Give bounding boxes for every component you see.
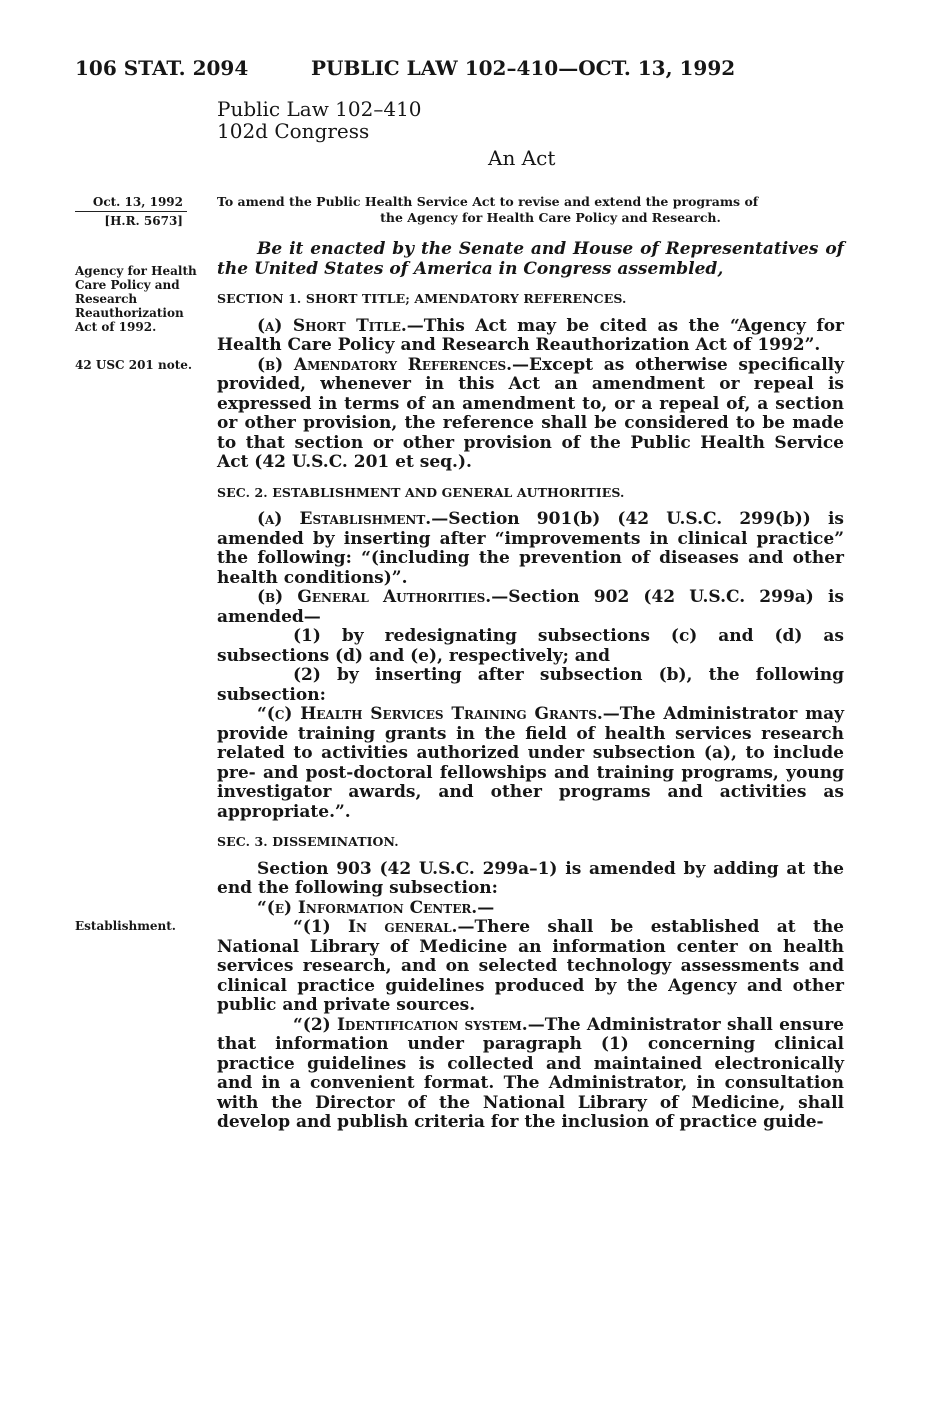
section-1-a-label: (a) Short Title. [257,315,407,336]
section-2-heading: SEC. 2. ESTABLISHMENT AND GENERAL AUTHORITIES. [217,484,625,500]
section-2-b-label: (b) General Authorities. [257,587,492,607]
purpose-line-1: To amend the Public Health Service Act to revise and extend the programs of [217,194,759,209]
running-header [75,52,845,84]
purpose-clause [217,194,844,226]
margin-bill-number: [H.R. 5673] [104,214,183,228]
purpose-line-2: the Agency for Health Care Policy and Research. [380,210,721,225]
running-title: PUBLIC LAW 102–410—OCT. 13, 1992 [311,56,736,80]
section-2-b-text: —Section 902 (42 U.S.C. 299a) is amended— [217,587,844,627]
section-3-e-1-label: “(1) In general. [293,917,458,937]
margin-establishment-note: Establishment. [75,919,176,933]
section-2-b [217,588,844,627]
section-1-b-text: —Except as otherwise specifically provided, whenever in this Act an amendment or repeal is expressed in terms of an amendment to, or a repeal of, a section or other provision, the reference shall be considered to be made to that section or other provision of the Public Health Service Act (42 U.S.C. 201 et seq.). [217,354,844,472]
section-1-a-text: —This Act may be cited as the “Agency for Health Care Policy and Research Reauthorization Act of 1992”. [217,315,844,355]
act-label: An Act [488,146,556,170]
section-3-e-1 [217,918,844,1016]
margin-usc-note: 42 USC 201 note. [75,358,193,372]
law-title-block [217,98,422,142]
section-1-b [217,356,844,473]
section-2-a-label: (a) Establishment. [257,509,432,529]
section-2-c-text: —The Administrator may provide training grants in the field of health services research related to activities authorized under subsection (a), to include pre- and post-doctoral fellowships and training programs, young investigator awards, and other programs and activities as appropriate.”. [217,704,844,822]
section-3-intro: Section 903 (42 U.S.C. 299a–1) is amended by adding at the end the following subsection: [217,858,844,898]
section-2-b-2: (2) by inserting after subsection (b), the following subsection: [217,665,844,705]
congress-label: 102d Congress [217,119,370,143]
section-3-e-2-label: “(2) Identification system. [293,1014,528,1035]
section-2-c [217,705,844,822]
stat-page-number: 106 STAT. 2094 [75,56,249,80]
section-1-heading: SECTION 1. SHORT TITLE; AMENDATORY REFERENCES. [217,291,627,306]
margin-date: Oct. 13, 1992 [92,195,183,209]
section-3-e-label: “(e) Information Center. [257,897,478,918]
margin-divider [75,211,187,212]
section-2-b-1: (1) by redesignating subsections (c) and (d) as subsections (d) and (e), respectively; and [217,626,844,666]
enacting-clause: Be it enacted by the Senate and House of Representatives of the United States of America in Congress assembled, [217,239,844,279]
section-3-heading: SEC. 3. DISSEMINATION. [217,834,399,849]
section-2-a [217,510,844,588]
section-1-b-label: (b) Amendatory References. [257,354,513,375]
section-3-e-2-text: —The Administrator shall ensure that information under paragraph (1) concerning clinical practice guidelines is collected and maintained electronically and in a convenient format. The Administrator, in consultation with the Director of the National Library of Medicine, shall develop and publish criteria for the inclusion of practice guide- [217,1014,844,1132]
law-number: Public Law 102–410 [217,97,422,121]
section-1-a [217,317,844,356]
section-3-e-2 [217,1016,844,1133]
section-3-e-1-text: —There shall be established at the National Library of Medicine an information center on health services research, and on selected technology assessments and clinical practice guidelines produced by the Agency and other public and private sources. [217,917,845,1015]
section-3-e-dash: — [477,897,495,918]
section-2-a-text: —Section 901(b) (42 U.S.C. 299(b)) is amended by inserting after “improvements in clinical practice” the following: “(including the prevention of diseases and other health conditions)”. [217,509,844,588]
law-body [217,240,844,1133]
section-2-c-label: “(c) Health Services Training Grants. [257,704,603,724]
margin-short-title-note: Agency for Health Care Policy and Research Reauthorization Act of 1992. [75,264,197,334]
section-3-e [217,899,844,919]
